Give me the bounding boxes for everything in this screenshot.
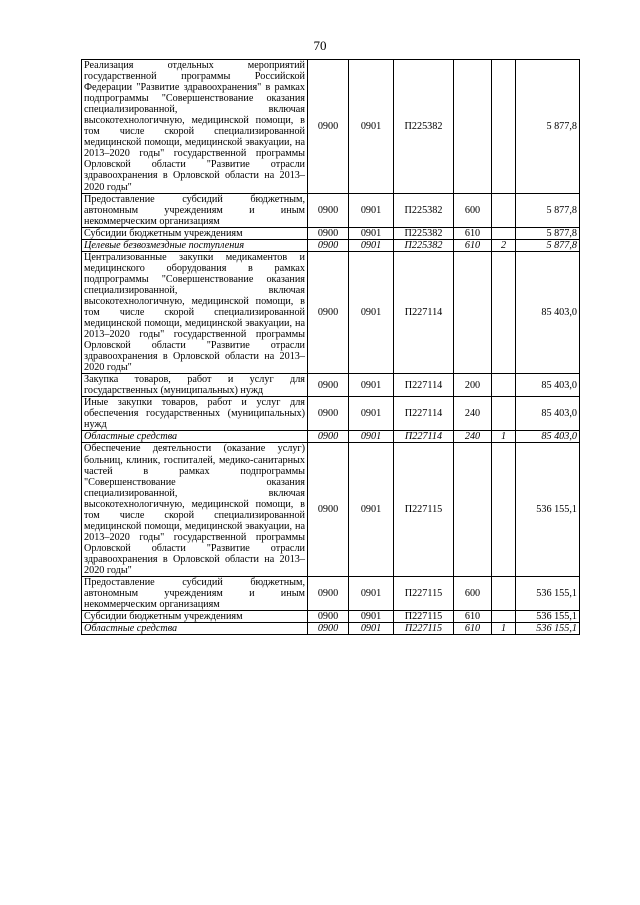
section-code: 0900 xyxy=(308,577,349,611)
expense-type-code xyxy=(454,443,492,577)
section-code: 0900 xyxy=(308,239,349,251)
section-code: 0900 xyxy=(308,251,349,374)
expense-type-code: 610 xyxy=(454,623,492,635)
table-row xyxy=(82,227,580,239)
target-code: П227115 xyxy=(394,577,454,611)
section-code: 0900 xyxy=(308,397,349,431)
subsection-code: 0901 xyxy=(349,623,394,635)
target-code: П227114 xyxy=(394,251,454,374)
expense-type-code: 600 xyxy=(454,193,492,227)
expense-type-code: 240 xyxy=(454,431,492,443)
funding-source-code xyxy=(492,193,516,227)
target-code: П227114 xyxy=(394,374,454,397)
amount: 5 877,8 xyxy=(516,60,580,194)
amount: 536 155,1 xyxy=(516,611,580,623)
amount: 85 403,0 xyxy=(516,374,580,397)
target-code: П227114 xyxy=(394,431,454,443)
target-code: П227115 xyxy=(394,443,454,577)
row-description: Областные средства xyxy=(82,623,308,635)
expense-type-code: 600 xyxy=(454,577,492,611)
table-row xyxy=(82,397,580,431)
row-description: Закупка товаров, работ и услуг для государственных (муниципальных) нужд xyxy=(82,374,308,397)
subsection-code: 0901 xyxy=(349,239,394,251)
section-code: 0900 xyxy=(308,443,349,577)
target-code: П227114 xyxy=(394,397,454,431)
subsection-code: 0901 xyxy=(349,431,394,443)
section-code: 0900 xyxy=(308,611,349,623)
funding-source-code xyxy=(492,60,516,194)
amount: 5 877,8 xyxy=(516,239,580,251)
target-code: П225382 xyxy=(394,60,454,194)
funding-source-code xyxy=(492,577,516,611)
table-row xyxy=(82,577,580,611)
amount: 5 877,8 xyxy=(516,193,580,227)
subsection-code: 0901 xyxy=(349,374,394,397)
subsection-code: 0901 xyxy=(349,251,394,374)
table-row xyxy=(82,193,580,227)
amount: 536 155,1 xyxy=(516,623,580,635)
funding-source-code xyxy=(492,251,516,374)
target-code: П225382 xyxy=(394,239,454,251)
table-row xyxy=(82,251,580,374)
row-description: Предоставление субсидий бюджетным, автономным учреждениям и иным некоммерческим организациям xyxy=(82,193,308,227)
section-code: 0900 xyxy=(308,374,349,397)
expense-type-code: 610 xyxy=(454,239,492,251)
subsection-code: 0901 xyxy=(349,397,394,431)
section-code: 0900 xyxy=(308,623,349,635)
section-code: 0900 xyxy=(308,431,349,443)
table-row xyxy=(82,431,580,443)
funding-source-code: 1 xyxy=(492,623,516,635)
table-row xyxy=(82,623,580,635)
row-description: Субсидии бюджетным учреждениям xyxy=(82,611,308,623)
funding-source-code xyxy=(492,443,516,577)
table-row xyxy=(82,60,580,194)
expense-type-code: 200 xyxy=(454,374,492,397)
target-code: П227115 xyxy=(394,623,454,635)
section-code: 0900 xyxy=(308,193,349,227)
table-row xyxy=(82,443,580,577)
row-description: Реализация отдельных мероприятий государственной программы Российской Федерации "Развитие здравоохранения" в рамках подпрограммы "Совершенствование оказания специализированной, включая высокотехнологичную, медицинской помощи, в том числе скорой специализированной медицинской помощи, медицинской эвакуации, на 2013–2020 годы" государственной программы Орловской области "Развитие отрасли здравоохранения в Орловской области на 2013–2020 годы" xyxy=(82,60,308,194)
section-code: 0900 xyxy=(308,60,349,194)
budget-table xyxy=(81,59,580,635)
target-code: П227115 xyxy=(394,611,454,623)
subsection-code: 0901 xyxy=(349,193,394,227)
row-description: Областные средства xyxy=(82,431,308,443)
row-description: Централизованные закупки медикаментов и медицинского оборудования в рамках подпрограммы "Совершенствование оказания специализированной, включая высокотехнологичную, медицинской помощи, в том числе скорой специализированной медицинской помощи, медицинской эвакуации, на 2013–2020 годы" государственной программы Орловской области "Развитие отрасли здравоохранения в Орловской области на 2013–2020 годы" xyxy=(82,251,308,374)
section-code: 0900 xyxy=(308,227,349,239)
target-code: П225382 xyxy=(394,227,454,239)
table-row xyxy=(82,239,580,251)
amount: 536 155,1 xyxy=(516,577,580,611)
row-description: Иные закупки товаров, работ и услуг для обеспечения государственных (муниципальных) нужд xyxy=(82,397,308,431)
table-row xyxy=(82,611,580,623)
funding-source-code: 2 xyxy=(492,239,516,251)
funding-source-code xyxy=(492,374,516,397)
amount: 5 877,8 xyxy=(516,227,580,239)
target-code: П225382 xyxy=(394,193,454,227)
expense-type-code: 240 xyxy=(454,397,492,431)
table-row xyxy=(82,374,580,397)
funding-source-code xyxy=(492,397,516,431)
subsection-code: 0901 xyxy=(349,611,394,623)
funding-source-code xyxy=(492,227,516,239)
page-number: 70 xyxy=(313,38,327,53)
expense-type-code xyxy=(454,251,492,374)
amount: 536 155,1 xyxy=(516,443,580,577)
subsection-code: 0901 xyxy=(349,443,394,577)
expense-type-code: 610 xyxy=(454,611,492,623)
amount: 85 403,0 xyxy=(516,431,580,443)
amount: 85 403,0 xyxy=(516,397,580,431)
expense-type-code: 610 xyxy=(454,227,492,239)
row-description: Предоставление субсидий бюджетным, автономным учреждениям и иным некоммерческим организациям xyxy=(82,577,308,611)
funding-source-code: 1 xyxy=(492,431,516,443)
subsection-code: 0901 xyxy=(349,60,394,194)
row-description: Обеспечение деятельности (оказание услуг) больниц, клиник, госпиталей, медико-санитарных частей в рамках подпрограммы "Совершенствование оказания специализированной, включая высокотехнологичную, медицинской помощи, в том числе скорой специализированной медицинской помощи, медицинской эвакуации, на 2013–2020 годы" государственной программы Орловской области "Развитие отрасли здравоохранения в Орловской области на 2013–2020 годы" xyxy=(82,443,308,577)
row-description: Целевые безвозмездные поступления xyxy=(82,239,308,251)
subsection-code: 0901 xyxy=(349,577,394,611)
expense-type-code xyxy=(454,60,492,194)
funding-source-code xyxy=(492,611,516,623)
amount: 85 403,0 xyxy=(516,251,580,374)
row-description: Субсидии бюджетным учреждениям xyxy=(82,227,308,239)
subsection-code: 0901 xyxy=(349,227,394,239)
